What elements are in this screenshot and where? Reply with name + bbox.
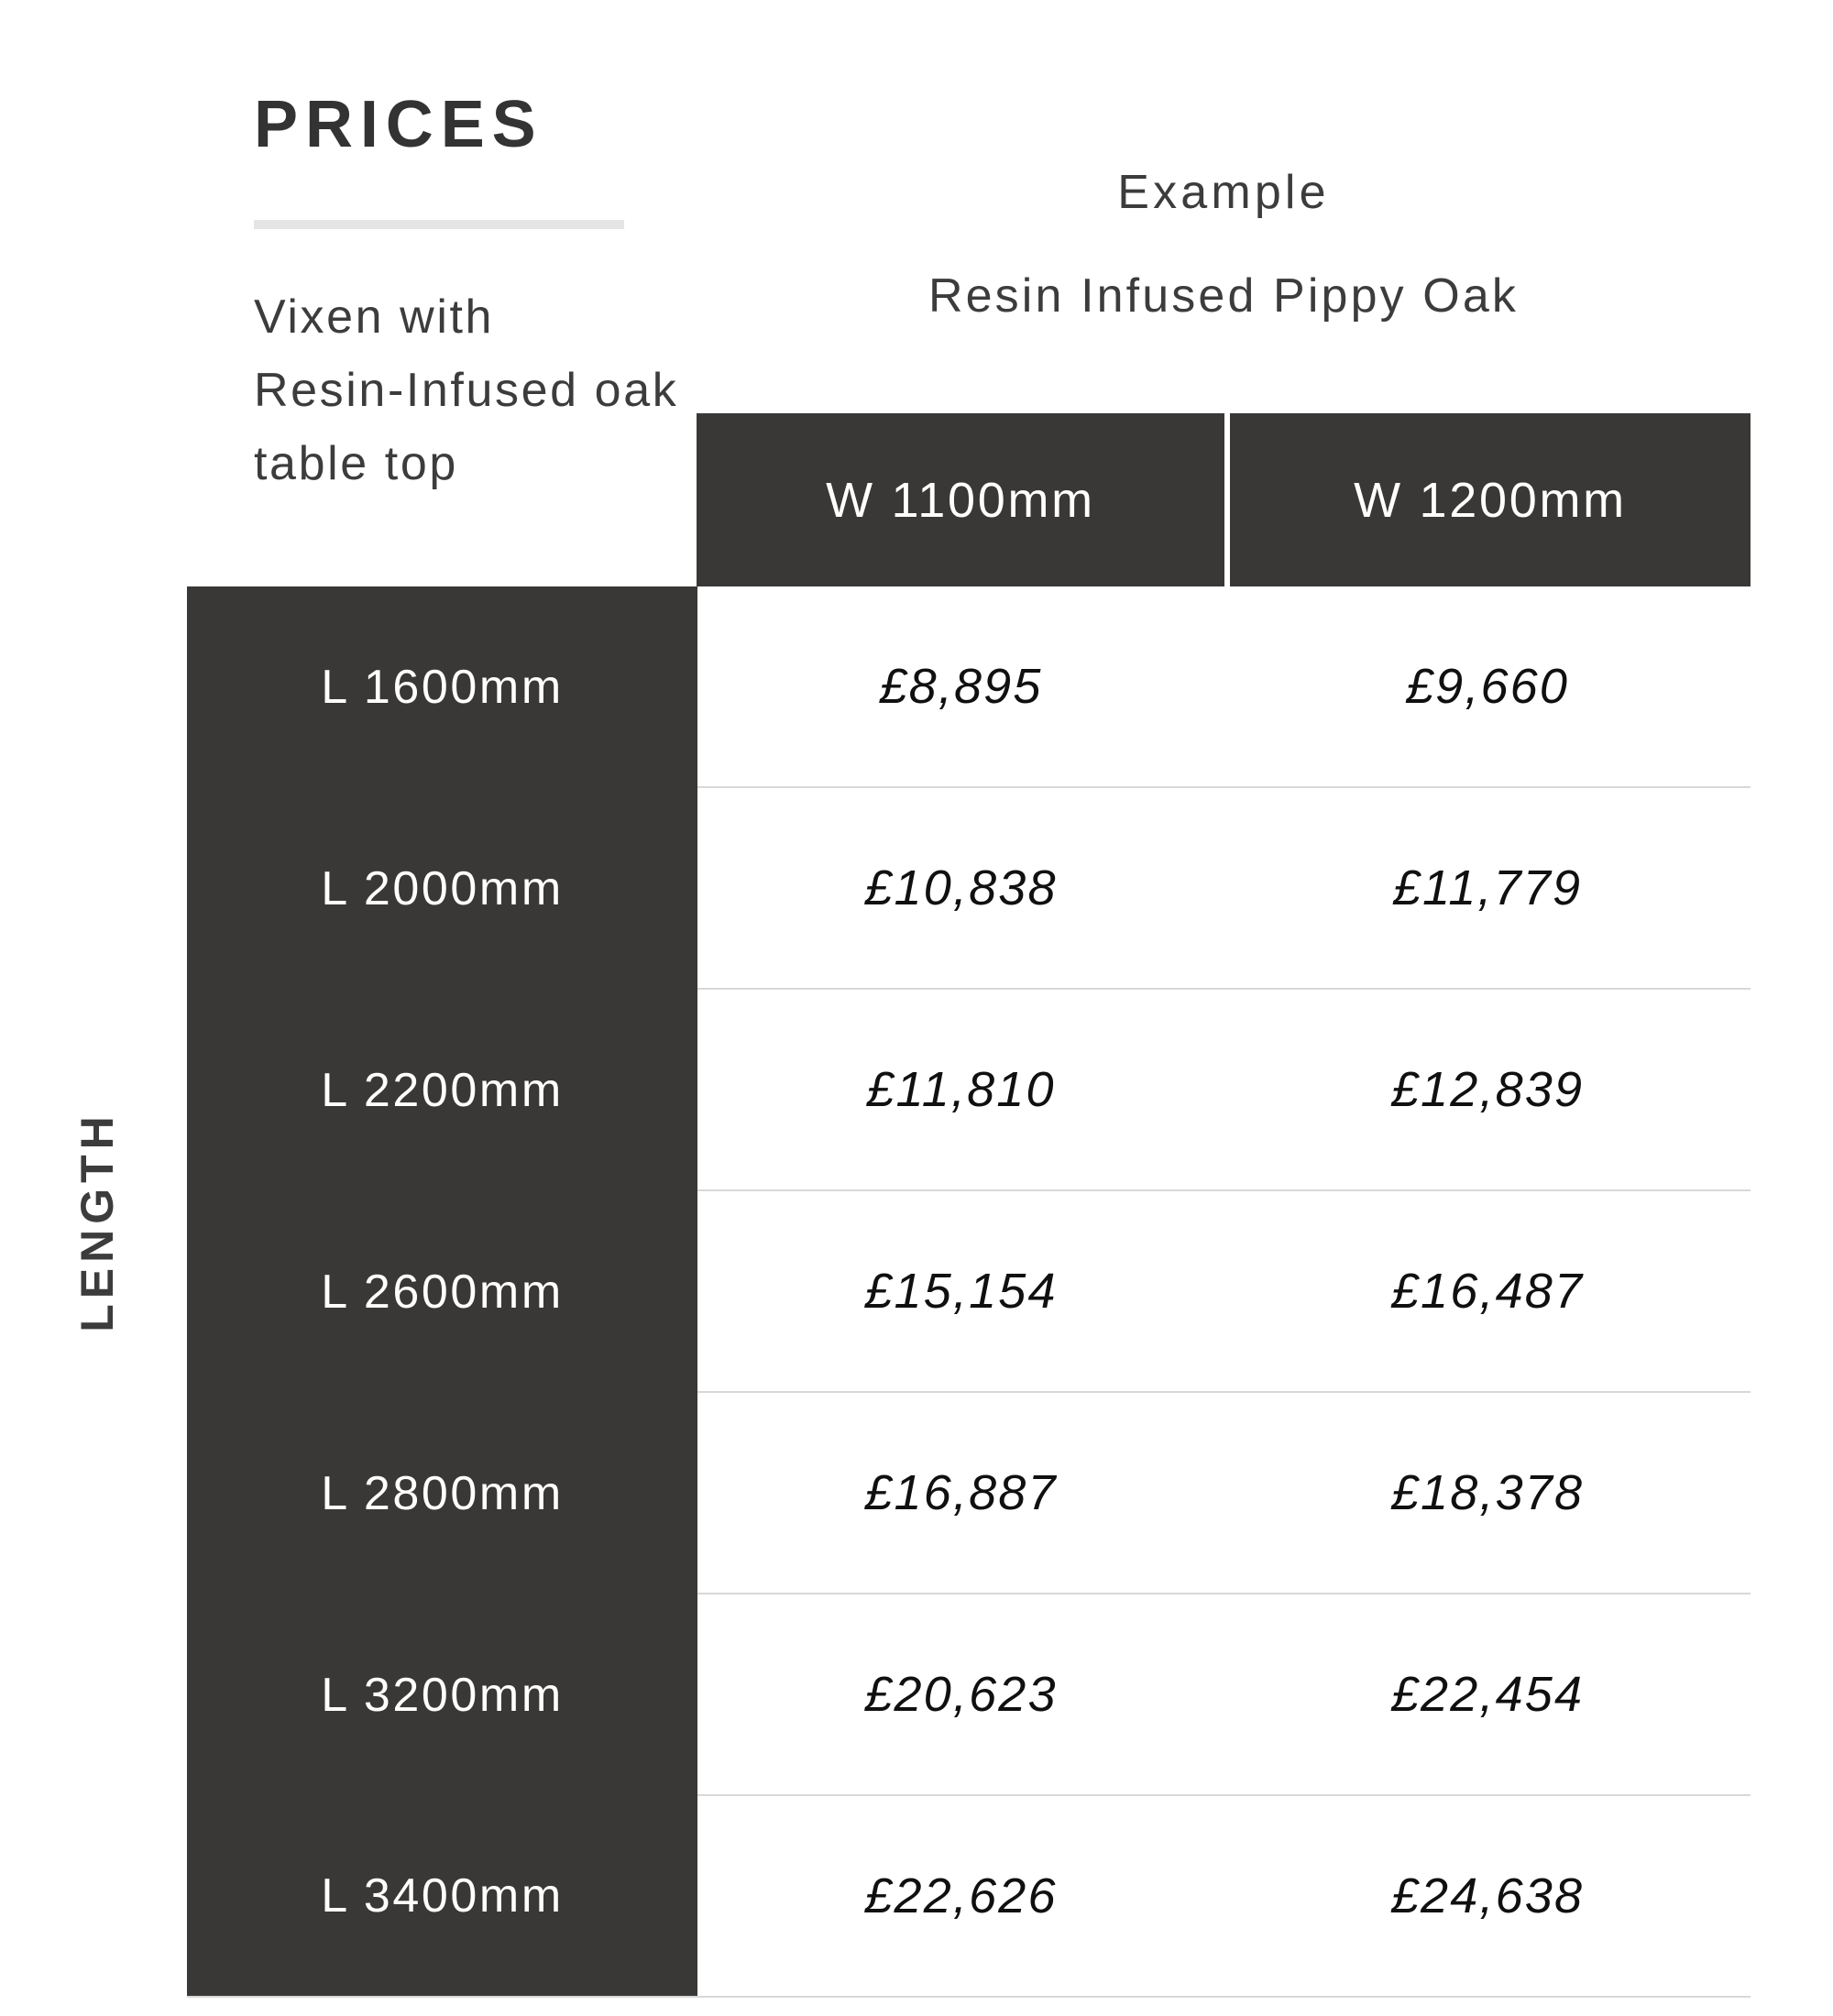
- row-label: L 2200mm: [187, 990, 697, 1191]
- row-label: L 1600mm: [187, 586, 697, 788]
- price-cell: £18,378: [1224, 1393, 1751, 1594]
- row-label: L 2800mm: [187, 1393, 697, 1594]
- price-cell: £11,810: [697, 990, 1224, 1191]
- price-cell: £15,154: [697, 1191, 1224, 1393]
- price-cell: £10,838: [697, 788, 1224, 990]
- price-cell: £12,839: [1224, 990, 1751, 1191]
- price-cell: £22,626: [697, 1796, 1224, 1998]
- price-cell: £22,454: [1224, 1594, 1751, 1796]
- price-cell: £11,779: [1224, 788, 1751, 990]
- row-label: L 3400mm: [187, 1796, 697, 1998]
- row-label: L 2000mm: [187, 788, 697, 990]
- price-cell: £16,487: [1224, 1191, 1751, 1393]
- title-underline-rule: [254, 220, 624, 229]
- price-cell: £24,638: [1224, 1796, 1751, 1998]
- column-header-width-1100: W 1100mm: [697, 413, 1224, 586]
- example-label: Example: [1117, 166, 1330, 219]
- example-material-label: Resin Infused Pippy Oak: [927, 269, 1520, 323]
- row-label: L 3200mm: [187, 1594, 697, 1796]
- length-axis-label: LENGTH: [71, 1111, 123, 1332]
- price-table: [187, 586, 1751, 1998]
- row-label: L 2600mm: [187, 1191, 697, 1393]
- product-description: [254, 280, 678, 500]
- price-cell: £20,623: [697, 1594, 1224, 1796]
- column-header-width-1200: W 1200mm: [1230, 413, 1751, 586]
- product-description-line-2: Resin-Infused oak: [254, 364, 679, 417]
- price-cell: £9,660: [1224, 586, 1751, 788]
- price-cell: £8,895: [697, 586, 1224, 788]
- page-title: PRICES: [254, 88, 543, 161]
- product-description-line-1: Vixen with: [254, 290, 495, 344]
- price-cell: £16,887: [697, 1393, 1224, 1594]
- product-description-line-3: table top: [254, 437, 458, 490]
